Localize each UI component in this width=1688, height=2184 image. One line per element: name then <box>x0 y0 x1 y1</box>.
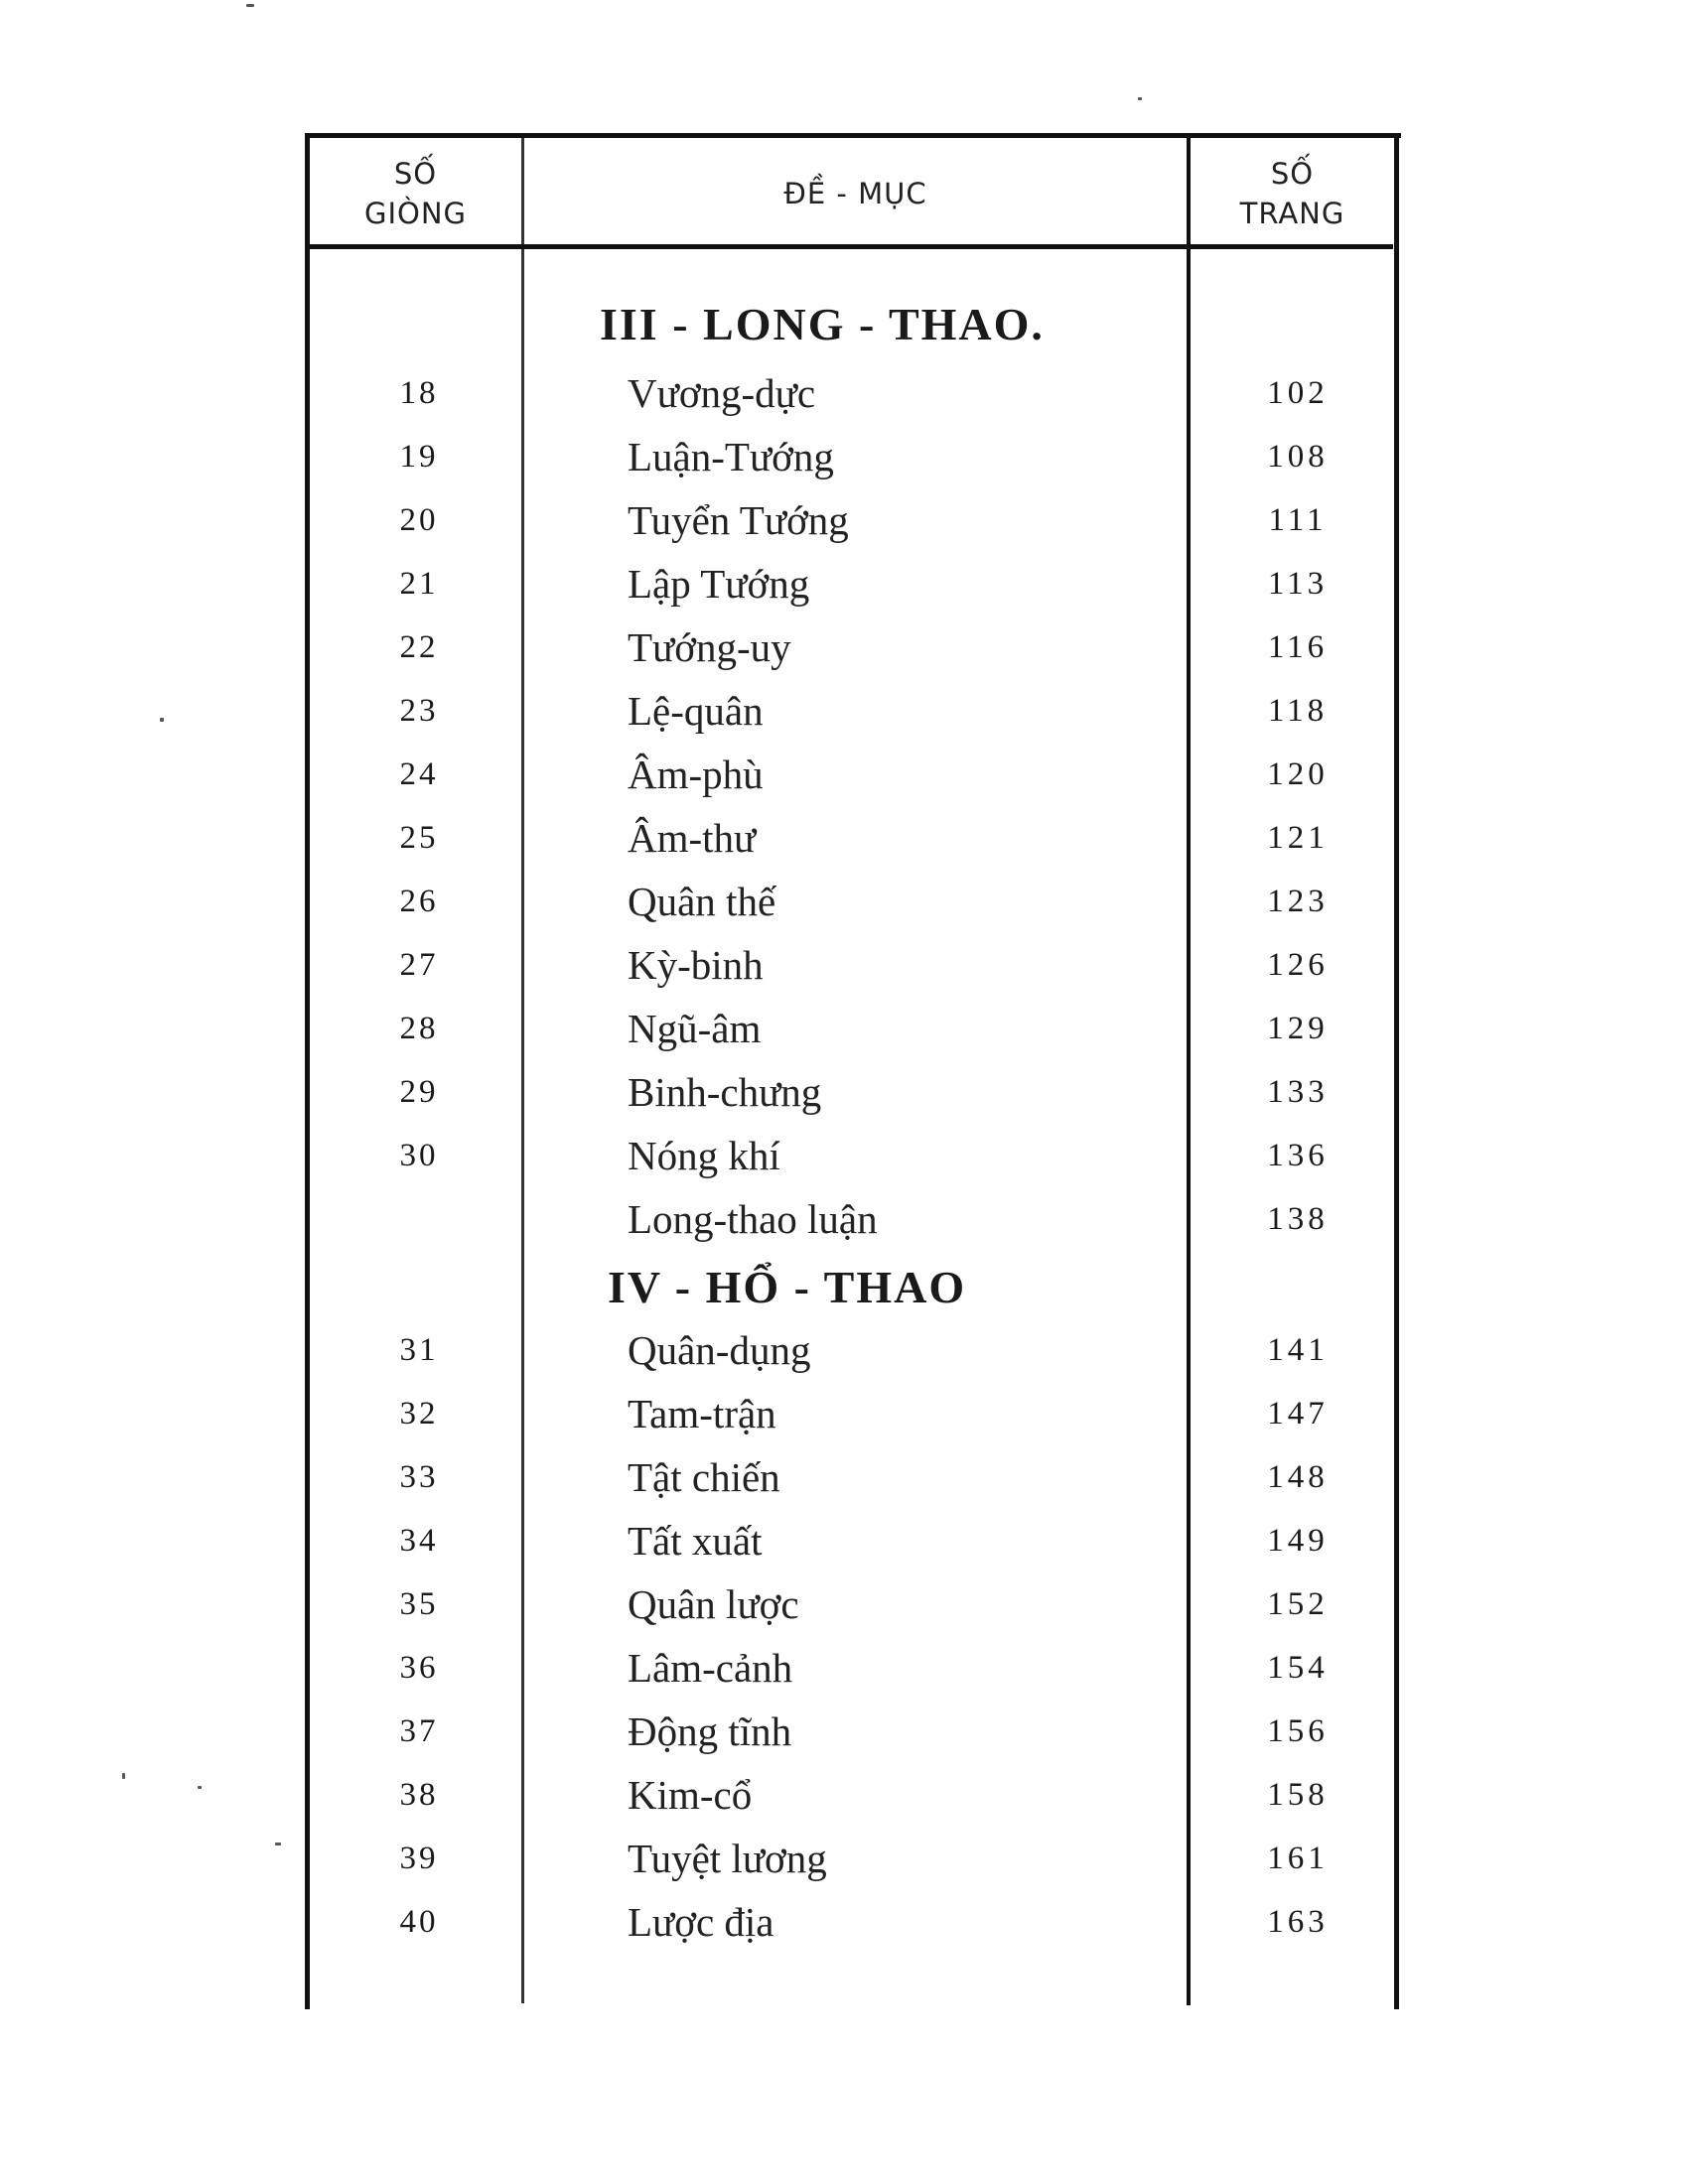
row-title: Kỳ-binh <box>628 942 764 988</box>
row-number: 23 <box>399 693 439 729</box>
header-page-line2: TRANG <box>1239 197 1345 230</box>
row-title: Động tĩnh <box>628 1708 792 1754</box>
row-page: 147 <box>1267 1396 1329 1432</box>
header-number-line1: SỐ <box>393 157 438 191</box>
table-row <box>305 1574 1401 1634</box>
table-row <box>305 1511 1401 1570</box>
table-row <box>305 745 1401 804</box>
row-page: 121 <box>1267 820 1329 856</box>
row-number: 40 <box>399 1904 439 1940</box>
row-title: Tật chiến <box>628 1454 780 1500</box>
scan-speck <box>275 1843 281 1845</box>
row-number: 24 <box>399 756 439 792</box>
row-page: 161 <box>1267 1841 1329 1876</box>
row-number: 18 <box>399 375 439 411</box>
table-row <box>305 554 1401 614</box>
row-page: 116 <box>1267 629 1329 665</box>
scan-speck <box>246 4 254 7</box>
row-title: Quân thế <box>628 879 776 924</box>
scan-speck <box>1138 97 1142 100</box>
table-row <box>305 1126 1401 1185</box>
row-page: 158 <box>1267 1777 1329 1813</box>
row-page: 133 <box>1267 1074 1329 1110</box>
row-title: Tuyển Tướng <box>628 497 849 543</box>
table-row <box>305 808 1401 868</box>
row-number: 31 <box>399 1332 439 1368</box>
table-row <box>305 1892 1401 1952</box>
table-row <box>305 1384 1401 1443</box>
row-number: 38 <box>399 1777 439 1813</box>
table-row <box>305 490 1401 550</box>
table-row <box>305 935 1401 995</box>
header-bottom-border <box>305 244 1393 249</box>
table-row <box>305 1189 1401 1249</box>
table-row <box>305 1447 1401 1507</box>
table-row <box>305 1638 1401 1698</box>
row-number: 32 <box>399 1396 439 1432</box>
row-page: 120 <box>1267 756 1329 792</box>
contents-table <box>305 133 1401 2013</box>
section-title: III - LONG - THAO. <box>600 299 1045 349</box>
row-number: 29 <box>399 1074 439 1110</box>
header-page-column <box>1191 149 1394 238</box>
table-row <box>305 617 1401 677</box>
row-page: 154 <box>1267 1650 1329 1686</box>
row-page: 149 <box>1267 1523 1329 1559</box>
row-number: 19 <box>399 439 439 475</box>
row-title: Lược địa <box>628 1899 774 1945</box>
row-number: 36 <box>399 1650 439 1686</box>
row-number: 26 <box>399 884 439 919</box>
table-row <box>305 1062 1401 1122</box>
table-row <box>305 1829 1401 1888</box>
row-page: 102 <box>1267 375 1329 411</box>
row-title: Tướng-uy <box>628 624 791 670</box>
table-row <box>305 427 1401 486</box>
row-page: 163 <box>1267 1904 1329 1940</box>
row-title: Luận-Tướng <box>628 434 834 479</box>
header-title-label: ĐỀ - MỤC <box>783 177 927 210</box>
header-number-line2: GIÒNG <box>363 197 468 230</box>
table-row <box>305 1765 1401 1825</box>
row-page: 111 <box>1268 502 1328 538</box>
header-page-line1: SỐ <box>1270 157 1315 191</box>
row-title: Binh-chưng <box>628 1069 822 1115</box>
scan-speck <box>160 718 164 722</box>
row-page: 108 <box>1267 439 1329 475</box>
row-page: 148 <box>1267 1459 1329 1495</box>
table-top-border <box>305 133 1401 138</box>
row-number: 28 <box>399 1011 439 1046</box>
row-title: Long-thao luận <box>628 1196 878 1242</box>
row-title: Nóng khí <box>628 1133 780 1178</box>
table-row <box>305 681 1401 741</box>
row-page: 136 <box>1267 1138 1329 1173</box>
row-page: 152 <box>1267 1586 1329 1622</box>
row-number: 39 <box>399 1841 439 1876</box>
row-number: 22 <box>399 629 439 665</box>
row-title: Ngũ-âm <box>628 1006 762 1051</box>
row-title: Lập Tướng <box>628 561 810 607</box>
row-page: 138 <box>1267 1201 1329 1237</box>
row-page: 126 <box>1267 947 1329 983</box>
row-number: 30 <box>399 1138 439 1173</box>
row-number: 21 <box>399 566 439 602</box>
table-row <box>305 872 1401 931</box>
row-title: Quân lược <box>628 1581 799 1627</box>
row-title: Lệ-quân <box>628 688 764 734</box>
header-number-column <box>310 149 521 238</box>
table-row <box>305 363 1401 423</box>
row-page: 113 <box>1267 566 1329 602</box>
row-title: Vương-dực <box>628 370 816 416</box>
table-row <box>305 1702 1401 1761</box>
row-page: 118 <box>1267 693 1329 729</box>
row-number: 20 <box>399 502 439 538</box>
row-title: Kim-cổ <box>628 1772 753 1818</box>
row-title: Âm-phù <box>628 751 764 797</box>
row-title: Tam-trận <box>628 1391 776 1436</box>
row-number: 27 <box>399 947 439 983</box>
row-page: 129 <box>1267 1011 1329 1046</box>
row-page: 123 <box>1267 884 1329 919</box>
row-title: Tất xuất <box>628 1518 763 1564</box>
row-number: 37 <box>399 1713 439 1749</box>
scan-speck <box>198 1786 202 1789</box>
table-row <box>305 999 1401 1058</box>
row-number: 34 <box>399 1523 439 1559</box>
section-title: IV - HỔ - THAO <box>608 1262 967 1312</box>
row-number: 35 <box>399 1586 439 1622</box>
table-row <box>305 1320 1401 1380</box>
row-page: 141 <box>1267 1332 1329 1368</box>
row-title: Âm-thư <box>628 815 757 861</box>
row-number: 33 <box>399 1459 439 1495</box>
row-number: 25 <box>399 820 439 856</box>
row-title: Lâm-cảnh <box>628 1645 793 1691</box>
header-title-column <box>524 149 1187 238</box>
row-title: Quân-dụng <box>628 1327 811 1373</box>
row-title: Tuyệt lương <box>628 1836 827 1881</box>
scan-speck <box>122 1773 125 1779</box>
row-page: 156 <box>1267 1713 1329 1749</box>
